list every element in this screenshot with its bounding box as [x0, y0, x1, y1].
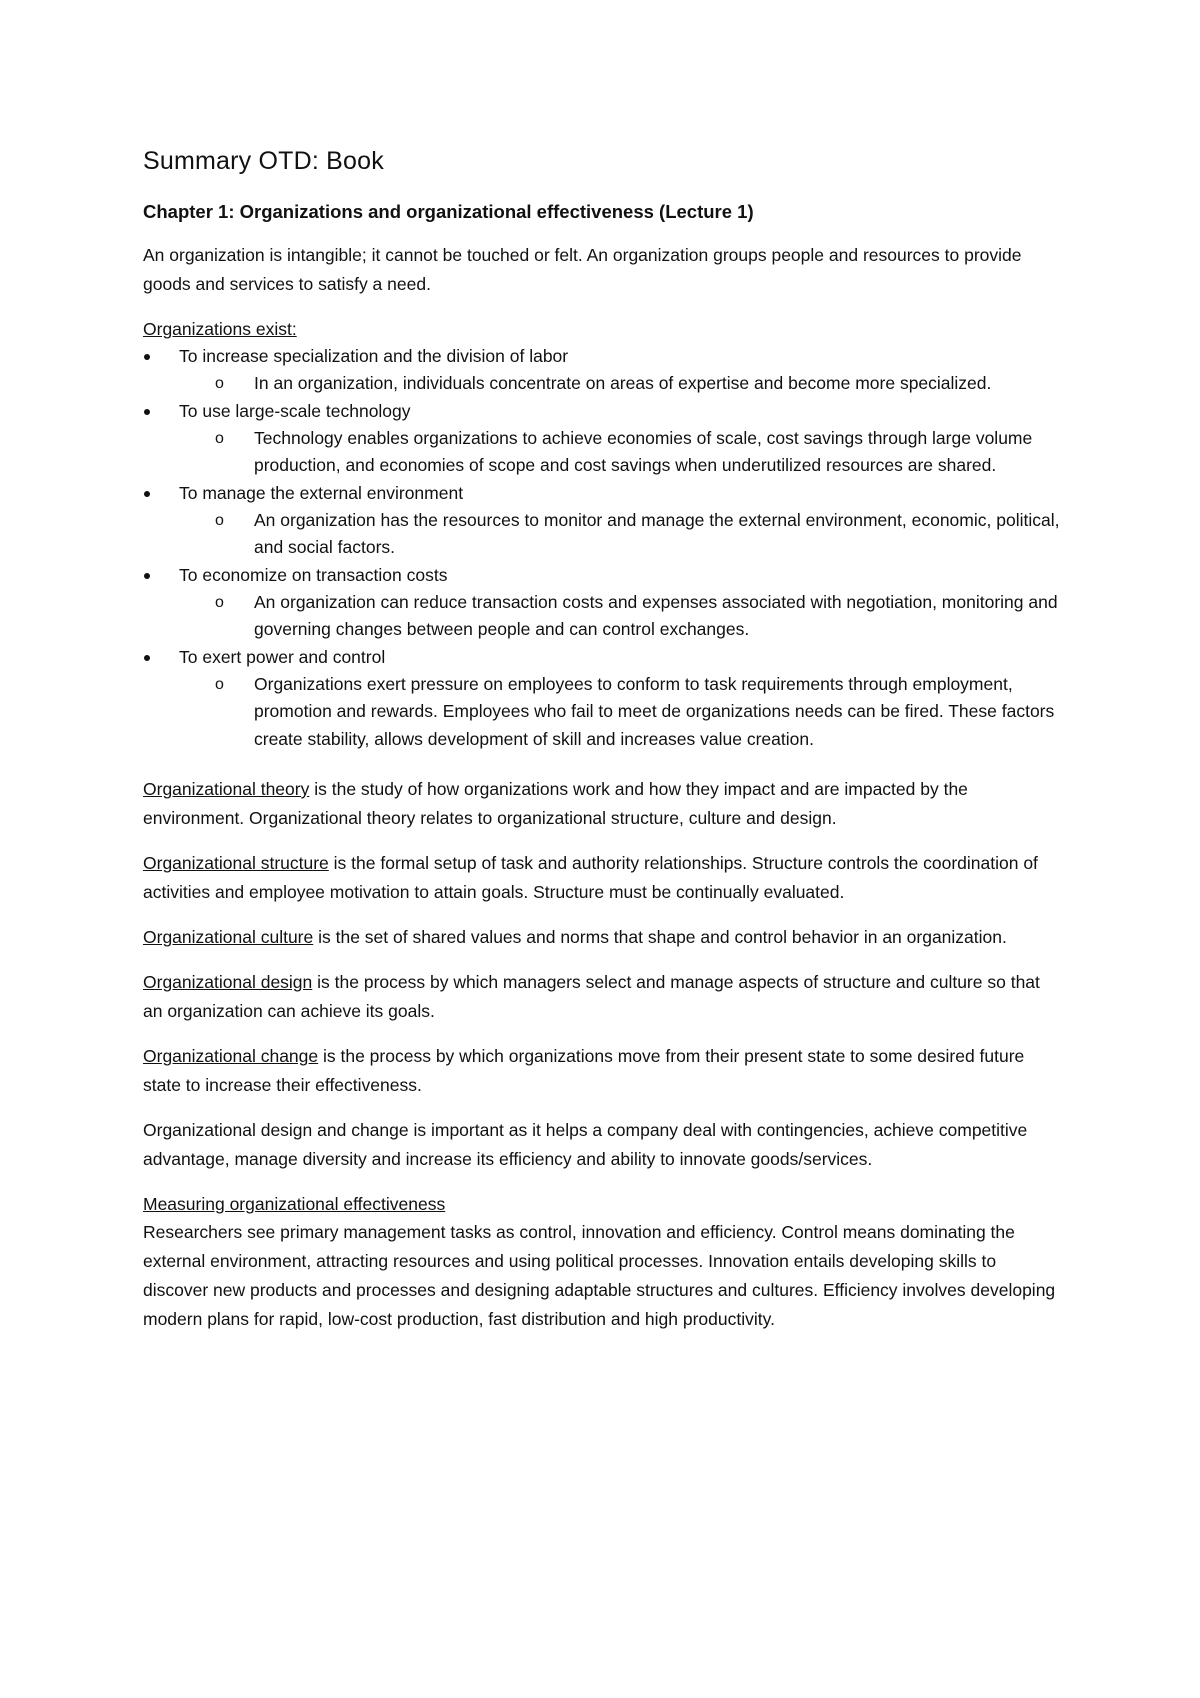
sub-list-item-text: An organization has the resources to monitor and manage the external environment, economic, political, and social factors.: [254, 509, 1060, 557]
definition-organizational-theory: [143, 775, 1063, 833]
sub-bullet-icon: o: [215, 429, 224, 447]
sub-list-item: [179, 671, 1063, 754]
sub-list-item-text: Technology enables organizations to achieve economies of scale, cost savings through large volume production, and economies of scope and cost savings when underutilized resources are shared.: [254, 427, 1033, 475]
definition-text: is the formal setup of task and authority relationships. Structure controls the coordination of activities and employee motivation to attain goals. Structure must be continually evaluated.: [143, 853, 1038, 902]
intro-paragraph: An organization is intangible; it cannot be touched or felt. An organization groups people and resources to provide goods and services to satisfy a need.: [143, 245, 1022, 294]
sub-list: [179, 425, 1063, 480]
sub-list-item: [179, 370, 1063, 398]
definition-term: Organizational change: [143, 1046, 319, 1066]
list-item: [143, 398, 1063, 480]
chapter-heading: Chapter 1: Organizations and organizational effectiveness (Lecture 1): [143, 201, 754, 222]
measuring-paragraph: Researchers see primary management tasks as control, innovation and efficiency. Control means dominating the external environment, attracting resources and using political processes. Innovation entails developing skills to discover new products and processes and designing adaptable structures and cultures. Efficiency involves developing modern plans for rapid, low-cost production, fast distribution and high productivity.: [143, 1222, 1056, 1329]
sub-bullet-icon: o: [215, 511, 224, 529]
bullet-icon: [144, 573, 150, 579]
document-title: Summary OTD: Book: [143, 147, 384, 175]
definition-term: Organizational culture: [143, 927, 314, 947]
list-item-label: To use large-scale technology: [179, 400, 411, 421]
definition-organizational-design: [143, 968, 1063, 1026]
sub-list: [179, 589, 1063, 644]
sub-bullet-icon: o: [215, 675, 224, 693]
definition-text: is the study of how organizations work and how they impact and are impacted by the environment. Organizational theory relates to organizational structure, culture and design.: [143, 779, 968, 828]
sub-list: [179, 507, 1063, 562]
list-item: [143, 480, 1063, 562]
sub-list-item: [179, 507, 1063, 562]
sub-list-item-text: An organization can reduce transaction costs and expenses associated with negotiation, monitoring and governing changes between people and can control exchanges.: [254, 591, 1058, 639]
importance-paragraph: Organizational design and change is important as it helps a company deal with contingencies, achieve competitive advantage, manage diversity and increase its efficiency and ability to innovate goods/services.: [143, 1120, 1028, 1169]
organizations-exist-list: [143, 343, 1063, 753]
definition-text: is the process by which organizations move from their present state to some desired future state to increase their effectiveness.: [143, 1046, 1025, 1095]
list-item: [143, 644, 1063, 754]
organizations-exist-heading: Organizations exist:: [143, 319, 297, 339]
sub-list: [179, 370, 1063, 398]
definition-organizational-change: [143, 1042, 1063, 1100]
sub-list: [179, 671, 1063, 754]
sub-list-item-text: In an organization, individuals concentrate on areas of expertise and become more specialized.: [254, 373, 992, 393]
definition-term: Organizational design: [143, 972, 313, 992]
definition-text: is the process by which managers select and manage aspects of structure and culture so that an organization can achieve its goals.: [143, 972, 1040, 1021]
bullet-icon: [144, 655, 150, 661]
bullet-icon: [144, 491, 150, 497]
list-item-label: To exert power and control: [179, 646, 386, 667]
measuring-heading: Measuring organizational effectiveness: [143, 1194, 446, 1214]
list-item-label: To economize on transaction costs: [179, 564, 448, 585]
sub-list-item: [179, 425, 1063, 480]
sub-list-item-text: Organizations exert pressure on employees to conform to task requirements through employment, promotion and rewards. Employees who fail to meet de organizations needs can be fired. These factors create stability, allows development of skill and increases value creation.: [254, 673, 1055, 749]
definition-organizational-structure: [143, 849, 1063, 907]
definition-text: is the set of shared values and norms that shape and control behavior in an organization.: [313, 927, 1007, 947]
list-item: [143, 343, 1063, 398]
sub-list-item: [179, 589, 1063, 644]
definition-organizational-culture: [143, 923, 1063, 952]
definition-term: Organizational theory: [143, 779, 310, 799]
list-item-label: To increase specialization and the division of labor: [179, 346, 569, 366]
sub-bullet-icon: o: [215, 593, 224, 611]
bullet-icon: [144, 354, 150, 360]
list-item-label: To manage the external environment: [179, 482, 464, 503]
sub-bullet-icon: o: [215, 375, 224, 392]
list-item: [143, 562, 1063, 644]
definition-term: Organizational structure: [143, 853, 329, 873]
bullet-icon: [144, 409, 150, 415]
document-page: [143, 145, 1063, 1350]
